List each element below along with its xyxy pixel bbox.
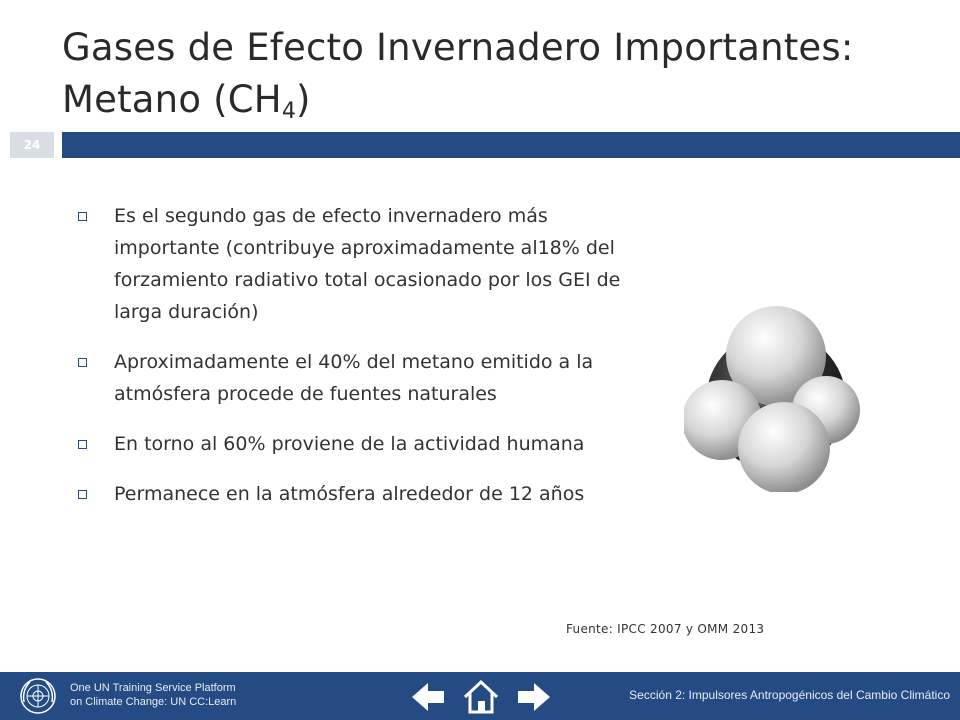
bullet-item (76, 478, 636, 510)
bullet-text: Es el segundo gas de efecto invernadero más importante (contribuye aproximadamente al18% del forzamiento radiativo total ocasionado por los GEI de larga duración) (114, 205, 621, 323)
arrow-left-icon[interactable] (408, 677, 448, 717)
square-bullet-icon (78, 358, 87, 367)
square-bullet-icon (78, 212, 87, 221)
arrow-right-icon[interactable] (514, 677, 554, 717)
slide-title-close: ) (296, 78, 311, 121)
bullet-item (76, 428, 636, 460)
un-emblem-icon (18, 676, 58, 716)
home-icon[interactable] (461, 677, 501, 717)
source-citation: Fuente: IPCC 2007 y OMM 2013 (566, 622, 765, 636)
platform-name (70, 681, 236, 709)
slide-title-subscript: 4 (281, 99, 297, 124)
bullet-item (76, 346, 636, 410)
bullet-list (76, 200, 636, 528)
square-bullet-icon (78, 440, 87, 449)
bullet-text: En torno al 60% proviene de la actividad humana (114, 433, 585, 455)
methane-molecule-image (684, 306, 864, 492)
platform-line-1: One UN Training Service Platform (70, 682, 236, 694)
bullet-text: Aproximadamente el 40% del metano emitido a la atmósfera procede de fuentes naturales (114, 351, 594, 405)
bullet-item (76, 200, 636, 328)
slide-title-text: Gases de Efecto Invernadero Importantes: Metano (CH (62, 26, 854, 121)
platform-line-2: on Climate Change: UN CC:Learn (70, 696, 237, 708)
square-bullet-icon (78, 490, 87, 499)
section-label: Sección 2: Impulsores Antropogénicos del Cambio Climático (629, 688, 950, 702)
bullet-text: Permanece en la atmósfera alrededor de 12 años (114, 483, 585, 505)
title-rule (62, 132, 960, 158)
footer-bar (0, 672, 960, 720)
slide-title (62, 22, 942, 126)
slide-number: 24 (10, 132, 54, 158)
